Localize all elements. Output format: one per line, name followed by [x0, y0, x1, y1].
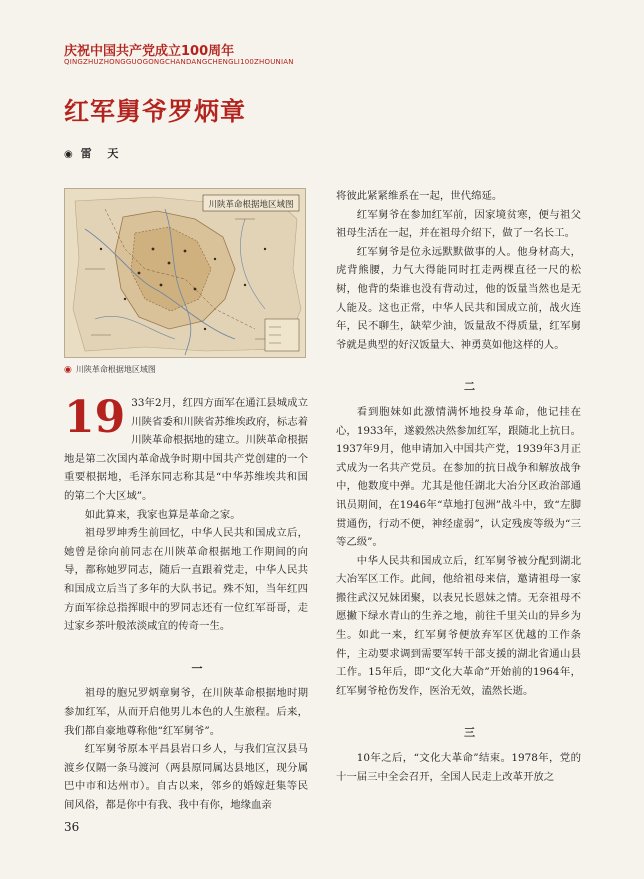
- dropcap: 19: [64, 392, 126, 443]
- left-column: [64, 394, 308, 814]
- series-header-pinyin: QINGZHUZHONGGUOGONGCHANDANGCHENGLI100ZHOUNIAN: [64, 58, 294, 66]
- section-heading-2: 二: [464, 380, 475, 394]
- paragraph: 中华人民共和国成立后，红军舅爷被分配到湖北大冶军区工作。此间，他给祖母来信，邀请祖母一家搬往武汉兄妹团聚，以表兄长恩妹之情。无奈祖母不愿撇下绿水青山的生养之地，前往千里关山的异乡为生。如此一来，红军舅爷便放弃军区优越的工作条件，主动要求调到需要军转干部支援的湖北省通山县工作。15年后，即“文化大革命”开始前的1964年，红军舅爷枪伤发作，医治无效，溘然长逝。: [336, 554, 581, 697]
- author-name: 雷 天: [80, 147, 125, 160]
- page-number: 36: [64, 820, 80, 834]
- paragraph: 如此算来，我家也算是革命之家。: [84, 508, 241, 521]
- paragraph: 将彼此紧紧维系在一起，世代绵延。: [336, 190, 503, 202]
- paragraph: 10年之后，“文化大革命”结束。1978年，党的十一届三中全会召开，全国人民走上改革开放之: [336, 752, 581, 783]
- paragraph: 红军舅爷在参加红军前，因家境贫寒，便与祖父祖母生活在一起，并在祖母介绍下，做了一名长工。: [336, 208, 581, 240]
- article-title: 红军舅爷罗炳章: [64, 97, 247, 126]
- figure-caption: [64, 364, 156, 375]
- section-heading-3: 三: [464, 726, 475, 740]
- caption-bullet-icon: ◉: [64, 365, 72, 375]
- paragraph: 看到胞妹如此激情满怀地投身革命，他记挂在心，1933年，遂毅然决然参加红军，跟随北上抗日。1937年9月，他申请加入中国共产党，1939年3月正式成为一名共产党员。在参加的抗日战争和解放战争中，他数度中弹。尤其是他任湖北大冶分区政治部通讯员期间，在1946年“草地打包洲”战斗中，致“左脚贯通伤，行动不便，神经虚弱”，认定残废等级为“三等乙级”。: [336, 405, 581, 549]
- author-bullet-icon: ◉: [64, 149, 73, 160]
- paragraph: 祖母罗坤秀生前回忆，中华人民共和国成立后，她曾是徐向前同志在川陕革命根据地工作期间的向导，都称她罗同志，随后一直跟着党走，中华人民共和国成立后当了多年的大队书记。殊不知，当年红四方面军徐总指挥眼中的罗同志还有一位红军哥哥，走过家乡茶叶般浓淡咸宜的传奇一生。: [64, 527, 308, 633]
- right-column: [336, 187, 581, 786]
- author-line: [64, 145, 124, 161]
- paragraph: 33年2月，红四方面军在通江县城成立川陕省委和川陕省苏维埃政府，标志着川陕革命根据地的建立。川陕革命根据地是第二次国内革命战争时期中国共产党创建的一个重要根据地，毛泽东同志称其是“中华苏维埃共和国的第二个大区域”。: [64, 397, 308, 502]
- map-image: [64, 188, 306, 358]
- section-heading-1: 一: [191, 661, 203, 675]
- figure-caption-text: 川陕革命根据地区域图: [75, 365, 156, 374]
- paragraph: 祖母的胞兄罗炳章舅爷，在川陕革命根据地时期参加红军，从而开启他男儿本色的人生旅程。后来，我们都自豪地尊称他“红军舅爷”。: [64, 687, 308, 737]
- opening-paragraph: [64, 394, 308, 506]
- map-title: 川陕革命根据地区域图: [208, 200, 294, 210]
- paragraph: 红军舅爷是位永远默默做事的人。他身材高大，虎背熊腰，力气大得能同时扛走两棵直径一尺的松树，他背的柴谁也没有背动过，他的饭量当然也是无人能及。这也正常，中华人民共和国成立前，战火连年，民不聊生，缺荤少油，饭量敌不得质量，红军舅爷就是典型的好汉饭量大、神勇莫如他这样的人。: [336, 245, 581, 351]
- paragraph: 红军舅爷原本平昌县岩口乡人，与我们宣汉县马渡乡仅隔一条马渡河（两县原同属达县地区，现分属巴中市和达州市）。自古以来，邻乡的婚嫁赶集等民间风俗，都是你中有我、我中有你，地缘血亲: [64, 743, 308, 811]
- map-illustration: [65, 189, 305, 357]
- series-header-title: 庆祝中国共产党成立100周年: [64, 44, 235, 59]
